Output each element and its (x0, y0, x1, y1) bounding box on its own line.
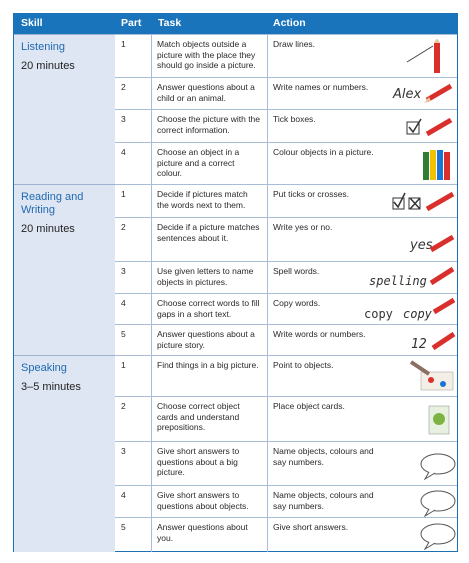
copy-word-1: copy (364, 307, 393, 321)
part-cell: 3 (121, 114, 126, 124)
action-cell: Tick boxes. (273, 114, 316, 124)
task-cell: Choose an object in a picture and a correct colour. (157, 147, 240, 178)
number-handwriting: 12 (411, 337, 427, 352)
task-cell: Choose the picture with the correct information. (157, 114, 261, 135)
skill-time: 20 minutes (21, 223, 75, 235)
task-cell: Find things in a big picture. (157, 360, 259, 370)
part-cell: 1 (121, 39, 126, 49)
speech-bubble-icon (419, 452, 457, 480)
table-row (115, 109, 457, 142)
action-cell: Colour objects in a picture. (273, 147, 374, 157)
header-task: Task (158, 17, 182, 29)
coloured-pencils-icon (421, 146, 455, 182)
task-cell: Answer questions about you. (157, 522, 248, 543)
task-cell: Answer questions about a picture story. (157, 329, 255, 350)
skill-name: Listening (21, 41, 66, 53)
draw-lines-illustration (405, 39, 453, 75)
header-part: Part (121, 17, 142, 29)
pencil-icon (431, 296, 457, 316)
pencil-icon (423, 82, 455, 104)
action-cell: Name objects, colours and say numbers. (273, 490, 374, 511)
action-cell: Give short answers. (273, 522, 349, 532)
pencil-icon (427, 234, 457, 254)
action-cell: Write yes or no. (273, 222, 333, 232)
part-cell: 3 (121, 446, 126, 456)
alex-handwriting: Alex (393, 87, 422, 102)
table-header (14, 14, 457, 34)
task-cell: Decide if pictures match the words next to them. (157, 189, 248, 210)
task-cell: Give short answers to questions about a big picture. (157, 446, 240, 477)
action-cell: Copy words. (273, 298, 321, 308)
table-row (115, 34, 457, 77)
task-cell: Use given letters to name objects in pictures. (157, 266, 254, 287)
part-cell: 1 (121, 360, 126, 370)
table-row (115, 396, 457, 441)
task-cell: Choose correct words to fill gaps in a short text. (157, 298, 260, 319)
table-row (115, 142, 457, 184)
spelling-handwriting: spelling (369, 274, 427, 288)
task-cell: Match objects outside a picture with the place they should go inside a picture. (157, 39, 256, 70)
part-cell: 2 (121, 222, 126, 232)
action-cell: Place object cards. (273, 401, 345, 411)
table-row (115, 184, 457, 217)
header-action: Action (273, 17, 306, 29)
pencil-icon (427, 265, 457, 287)
action-cell: Spell words. (273, 266, 320, 276)
pencil-icon (429, 330, 457, 352)
part-cell: 4 (121, 147, 126, 157)
skills-table (13, 13, 458, 552)
yes-handwriting: yes (410, 238, 433, 253)
task-cell: Give short answers to questions about objects. (157, 490, 249, 511)
part-cell: 3 (121, 266, 126, 276)
header-skill: Skill (21, 17, 43, 29)
table-row (115, 77, 457, 109)
skill-time: 3–5 minutes (21, 381, 81, 393)
copy-word-2: copy (403, 307, 432, 321)
speech-bubble-icon (419, 489, 457, 517)
part-cell: 4 (121, 298, 126, 308)
action-cell: Put ticks or crosses. (273, 189, 350, 199)
table-row (115, 355, 457, 396)
skill-reading-writing (14, 184, 115, 355)
action-cell: Write words or numbers. (273, 329, 366, 339)
action-cell: Draw lines. (273, 39, 316, 49)
skill-name: Speaking (21, 362, 67, 374)
table-row (115, 485, 457, 517)
skill-time: 20 minutes (21, 60, 75, 72)
task-cell: Choose correct object cards and understand prepositions. (157, 401, 240, 432)
skill-speaking (14, 355, 115, 552)
pointing-picture-illustration (409, 360, 455, 392)
table-row (115, 517, 457, 552)
skill-listening (14, 34, 115, 184)
part-cell: 5 (121, 522, 126, 532)
part-cell: 4 (121, 490, 126, 500)
tick-cross-icon (391, 190, 457, 214)
speech-bubble-icon (419, 522, 457, 550)
part-cell: 2 (121, 401, 126, 411)
table-row (115, 441, 457, 485)
part-cell: 1 (121, 189, 126, 199)
part-cell: 5 (121, 329, 126, 339)
table-row (115, 324, 457, 355)
task-cell: Answer questions about a child or an animal. (157, 82, 255, 103)
table-row (115, 217, 457, 261)
skill-name: Reading and Writing (21, 191, 84, 216)
table-row (115, 261, 457, 293)
object-card-icon (425, 403, 455, 439)
task-cell: Decide if a picture matches sentences about it. (157, 222, 260, 243)
action-cell: Write names or numbers. (273, 82, 369, 92)
action-cell: Point to objects. (273, 360, 334, 370)
table-row (115, 293, 457, 324)
part-cell: 2 (121, 82, 126, 92)
tick-box-icon (405, 116, 455, 138)
action-cell: Name objects, colours and say numbers. (273, 446, 374, 467)
